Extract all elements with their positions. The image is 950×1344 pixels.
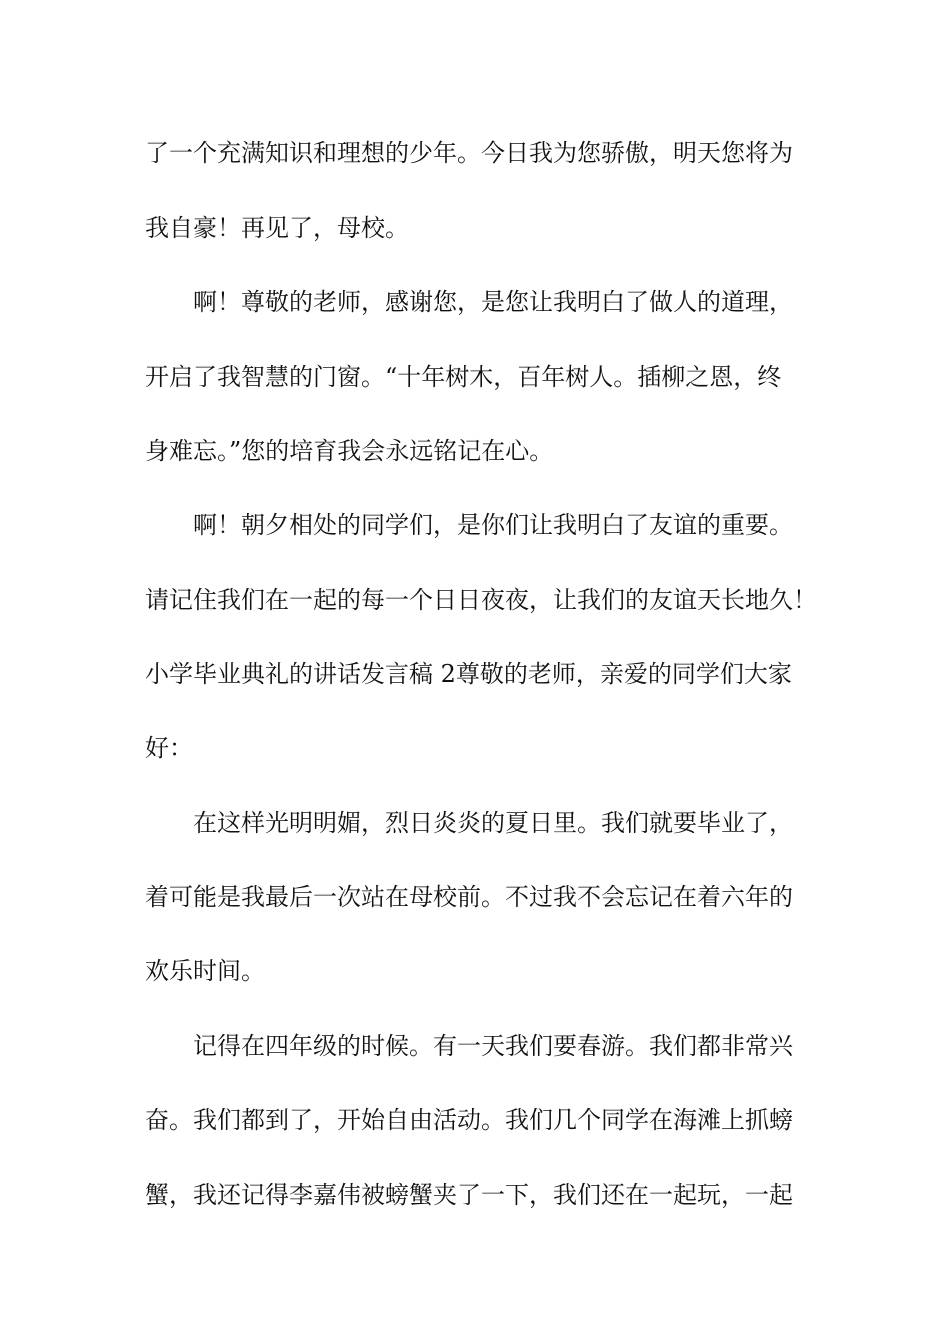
text-line: 好：: [145, 734, 193, 762]
text-line: 请记住我们在一起的每一个日日夜夜，让我们的友谊天长地久！: [145, 586, 817, 614]
text-line: 我自豪！再见了，母校。: [145, 214, 409, 242]
text-line: 身难忘。”您的培育我会永远铭记在心。: [145, 437, 554, 465]
text-line: 蟹，我还记得李嘉伟被螃蟹夹了一下，我们还在一起玩，一起: [145, 1181, 793, 1209]
text-line: 着可能是我最后一次站在母校前。不过我不会忘记在着六年的: [145, 883, 793, 911]
text-line: 了一个充满知识和理想的少年。今日我为您骄傲，明天您将为: [145, 139, 793, 167]
text-line: 欢乐时间。: [145, 957, 265, 985]
text-line: 小学毕业典礼的讲话发言稿 2尊敬的老师，亲爱的同学们大家: [145, 660, 792, 688]
text-line: 开启了我智慧的门窗。“十年树木，百年树人。插柳之恩，终: [145, 363, 782, 391]
paragraph-start-line: 记得在四年级的时候。有一天我们要春游。我们都非常兴: [193, 1032, 793, 1060]
paragraph-start-line: 啊！朝夕相处的同学们，是你们让我明白了友谊的重要。: [193, 511, 793, 539]
text-line: 奋。我们都到了，开始自由活动。我们几个同学在海滩上抓螃: [145, 1106, 793, 1134]
paragraph-start-line: 啊！尊敬的老师，感谢您，是您让我明白了做人的道理，: [193, 288, 793, 316]
paragraph-start-line: 在这样光明明媚，烈日炎炎的夏日里。我们就要毕业了，: [193, 809, 793, 837]
